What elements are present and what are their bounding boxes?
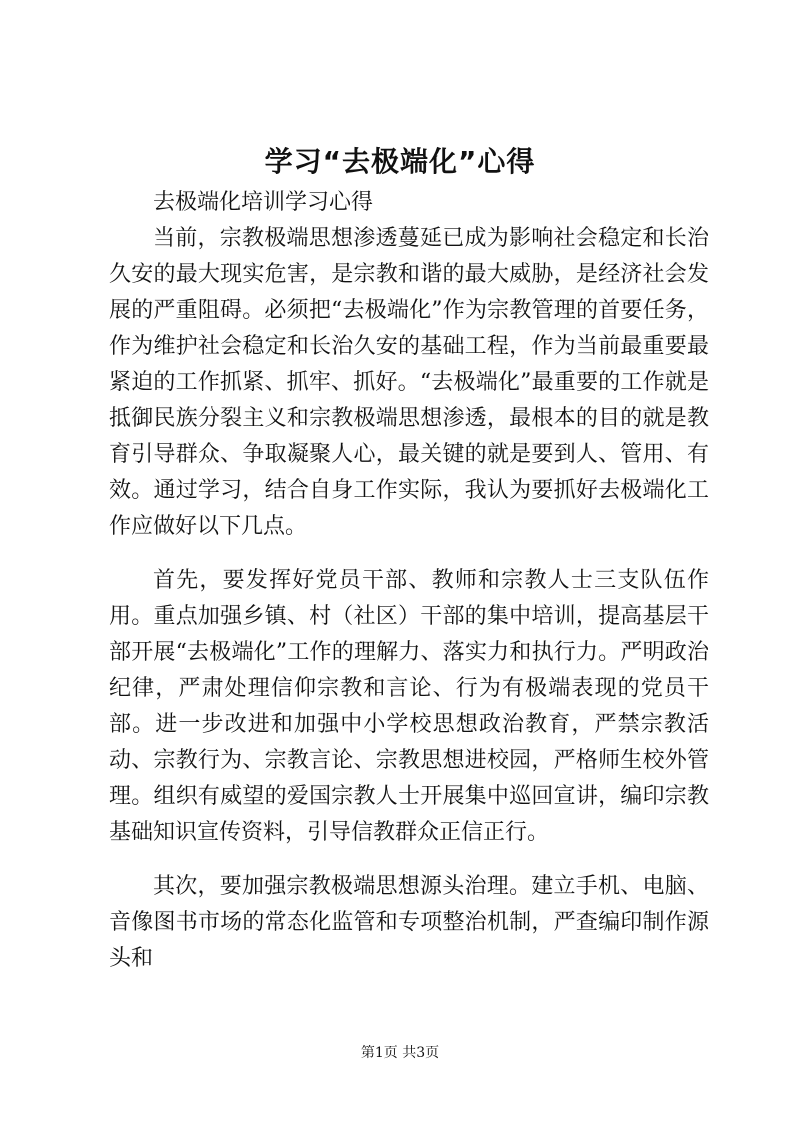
paragraph-current-situation: 当前，宗教极端思想渗透蔓延已成为影响社会稳定和长治久安的最大现实危害，是宗教和谐的最大威胁，是经济社会发展的严重阻碍。必须把“去极端化”作为宗教管理的首要任务，作为维护社会稳定和长治久安的基础工程，作为当前最重要最紧迫的工作抓紧、抓牢、抓好。“去极端化”最重要的工作就是抵御民族分裂主义和宗教极端思想渗透，最根本的目的就是教育引导群众、争取凝聚人心，最关键的就是要到人、管用、有效。通过学习，结合自身工作实际，我认为要抓好去极端化工作应做好以下几点。 <box>109 226 709 539</box>
paragraph-second-measure: 其次，要加强宗教极端思想源头治理。建立手机、电脑、音像图书市场的常态化监管和专项整治机制，严查编印制作源头和 <box>109 874 709 971</box>
page-number-footer: 第1页 共3页 <box>360 1045 440 1061</box>
document-subtitle: 去极端化培训学习心得 <box>153 190 374 215</box>
document-body <box>109 185 709 977</box>
paragraph-first-measure: 首先，要发挥好党员干部、教师和宗教人士三支队伍作用。重点加强乡镇、村（社区）干部的集中培训，提高基层干部开展“去极端化”工作的理解力、落实力和执行力。严明政治纪律，严肃处理信仰宗教和言论、行为有极端表现的党员干部。进一步改进和加强中小学校思想政治教育，严禁宗教活动、宗教行为、宗教言论、宗教思想进校园，严格师生校外管理。组织有威望的爱国宗教人士开展集中巡回宣讲，编印宗教基础知识宣传资料，引导信教群众正信正行。 <box>109 568 709 845</box>
document-title: 学习“去极端化”心得 <box>264 145 536 178</box>
